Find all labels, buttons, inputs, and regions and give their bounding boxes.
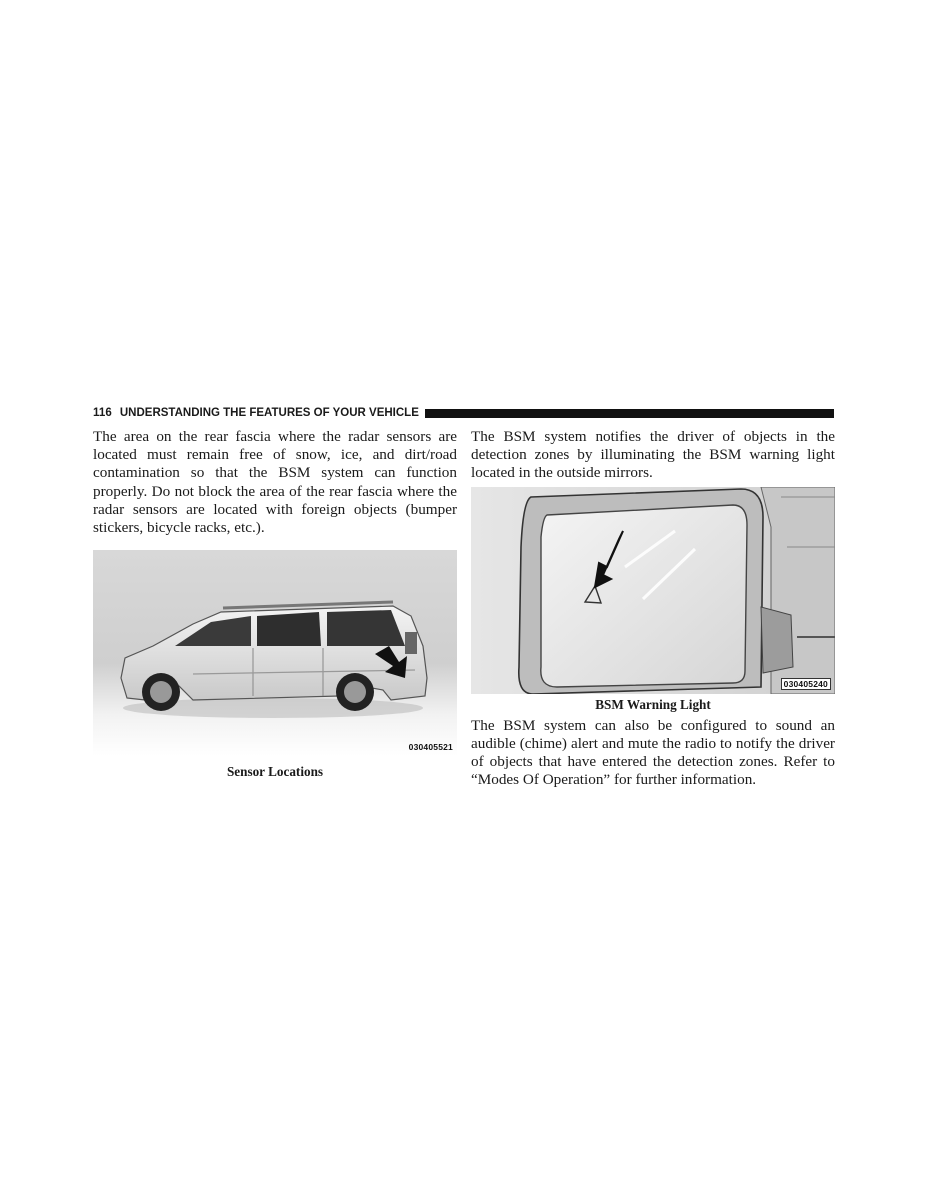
- figure-id: 030405521: [408, 742, 453, 753]
- sensor-paragraph: The area on the rear fascia where the radar sensors are located must remain free of snow, ice, and dirt/road contamination so that the BSM system can function properly. Do not block the area of the rear fascia where the radar sensors are located with foreign objects (bumper stickers, bicycle racks, etc.).: [93, 428, 457, 537]
- figure-id: 030405240: [781, 678, 831, 690]
- figure-caption: BSM Warning Light: [595, 696, 711, 712]
- right-column: [471, 428, 835, 789]
- figure-caption: Sensor Locations: [226, 764, 324, 780]
- sensor-locations-figure: [93, 550, 457, 756]
- minivan-illustration: [93, 550, 457, 756]
- header-rule: [425, 409, 834, 418]
- bsm-chime-paragraph: The BSM system can also be configured to sound an audible (chime) alert and mute the radio to notify the driver of objects that have entered the detection zones. Refer to “Modes Of Operation” for further information.: [471, 716, 835, 789]
- section-title: UNDERSTANDING THE FEATURES OF YOUR VEHICLE: [119, 407, 419, 419]
- left-column: [93, 428, 457, 780]
- mirror-illustration: [471, 487, 835, 694]
- bsm-warning-light-figure: [471, 487, 835, 694]
- bsm-intro-paragraph: The BSM system notifies the driver of objects in the detection zones by illuminating the BSM warning light located in the outside mirrors.: [471, 428, 835, 482]
- page-header: [93, 404, 834, 422]
- page-number: 116: [93, 407, 112, 419]
